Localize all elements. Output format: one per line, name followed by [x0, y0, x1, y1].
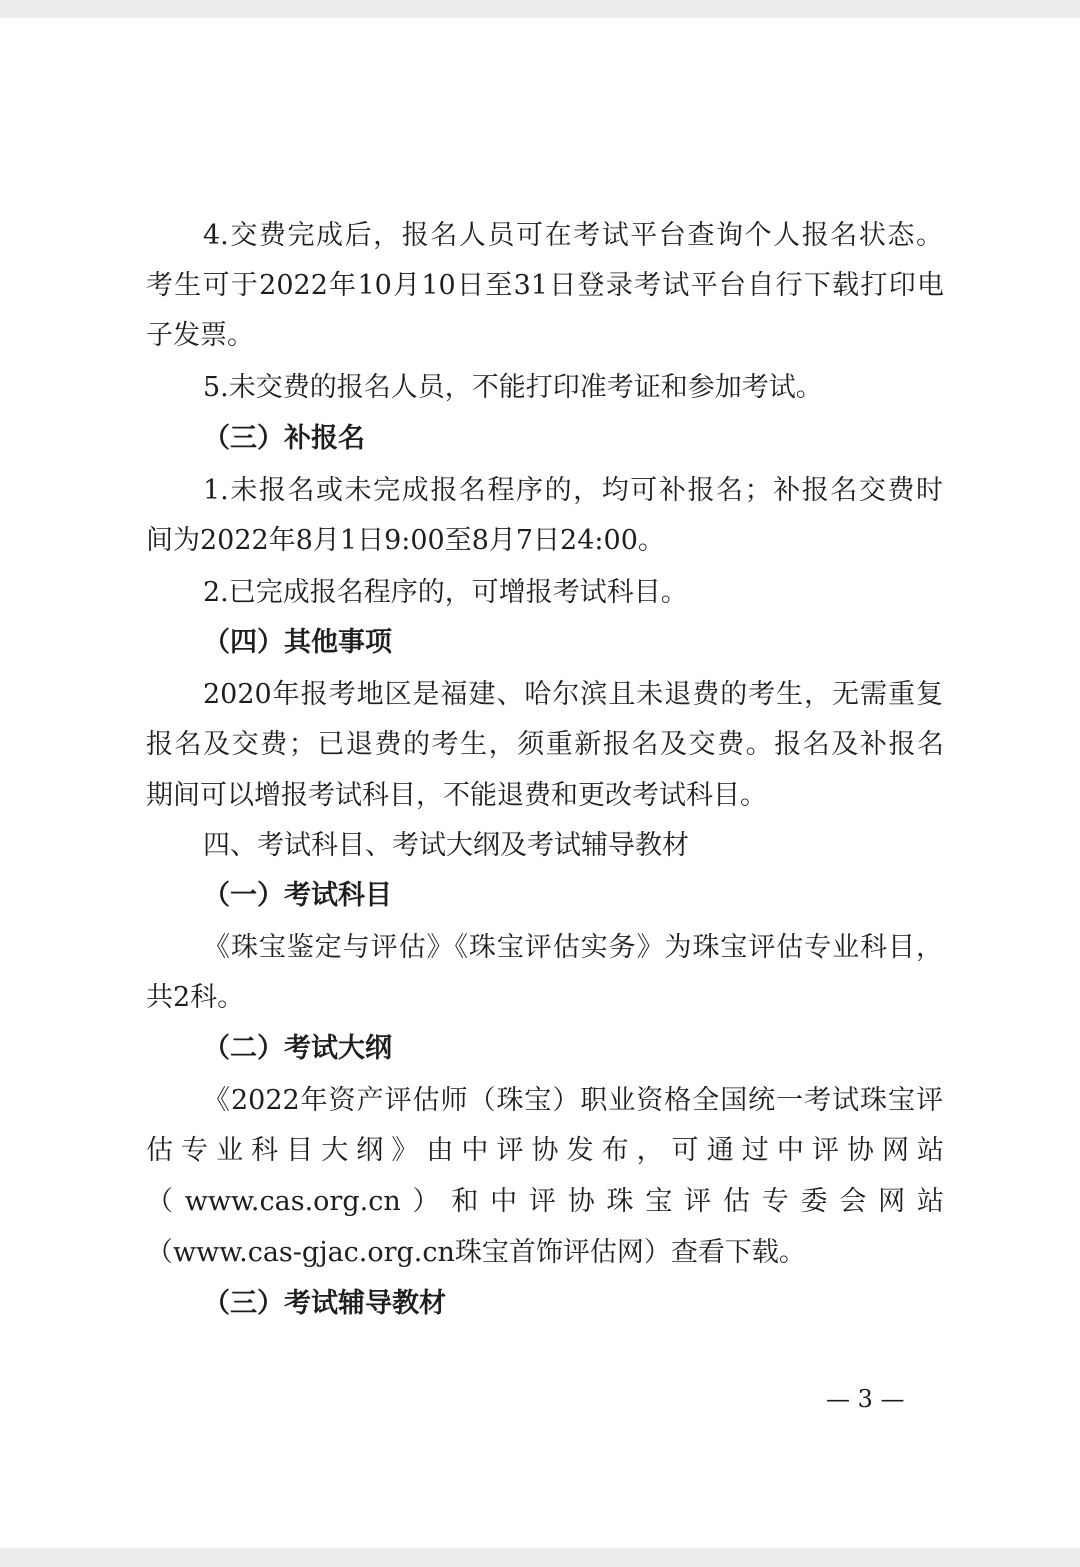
paragraph-line-1: 4.交费完成后，报名人员可在考试平台查询个人报名状态。: [203, 220, 943, 251]
paragraph-line-6: 间为2022年8月1日9:00至8月7日24:00。: [146, 525, 665, 556]
paragraph-line-14: 估专业科目大纲》由中评协发布，可通过中评协网站: [146, 1135, 944, 1166]
paragraph-line-16: （www.cas-gjac.org.cn珠宝首饰评估网）查看下载。: [146, 1237, 806, 1268]
section-heading-supplementary-registration: （三）补报名: [203, 423, 365, 454]
section-heading-exam-syllabus: （二）考试大纲: [203, 1033, 392, 1064]
section-heading-other-matters: （四）其他事项: [203, 627, 392, 658]
paragraph-line-7: 2.已完成报名程序的，可增报考试科目。: [203, 577, 688, 608]
document-sheet: [0, 18, 1080, 1548]
paragraph-line-2: 考生可于2022年10月10日至31日登录考试平台自行下载打印电: [146, 270, 944, 301]
paragraph-line-4: 5.未交费的报名人员，不能打印准考证和参加考试。: [203, 372, 823, 403]
paragraph-line-13: 《2022年资产评估师（珠宝）职业资格全国统一考试珠宝评: [203, 1085, 943, 1116]
paragraph-line-9: 报名及交费；已退费的考生，须重新报名及交费。报名及补报名: [146, 729, 944, 760]
section-heading-exam-textbooks: （三）考试辅导教材: [203, 1288, 446, 1319]
paragraph-line-8: 2020年报考地区是福建、哈尔滨且未退费的考生，无需重复: [203, 679, 943, 710]
paragraph-line-10: 期间可以增报考试科目，不能退费和更改考试科目。: [146, 780, 767, 811]
paragraph-line-3: 子发票。: [146, 320, 254, 351]
paragraph-line-5: 1.未报名或未完成报名程序的，均可补报名；补报名交费时: [203, 475, 943, 506]
page-number: — 3 —: [826, 1385, 905, 1413]
section-heading-exam-subjects: （一）考试科目: [203, 880, 392, 911]
paragraph-line-12: 共2科。: [146, 982, 245, 1013]
paragraph-line-15: （www.cas.org.cn）和中评协珠宝评估专委会网站: [146, 1186, 944, 1217]
chapter-heading-exam-subjects: 四、考试科目、考试大纲及考试辅导教材: [203, 830, 689, 861]
paragraph-line-11: 《珠宝鉴定与评估》《珠宝评估实务》为珠宝评估专业科目，: [203, 932, 943, 963]
